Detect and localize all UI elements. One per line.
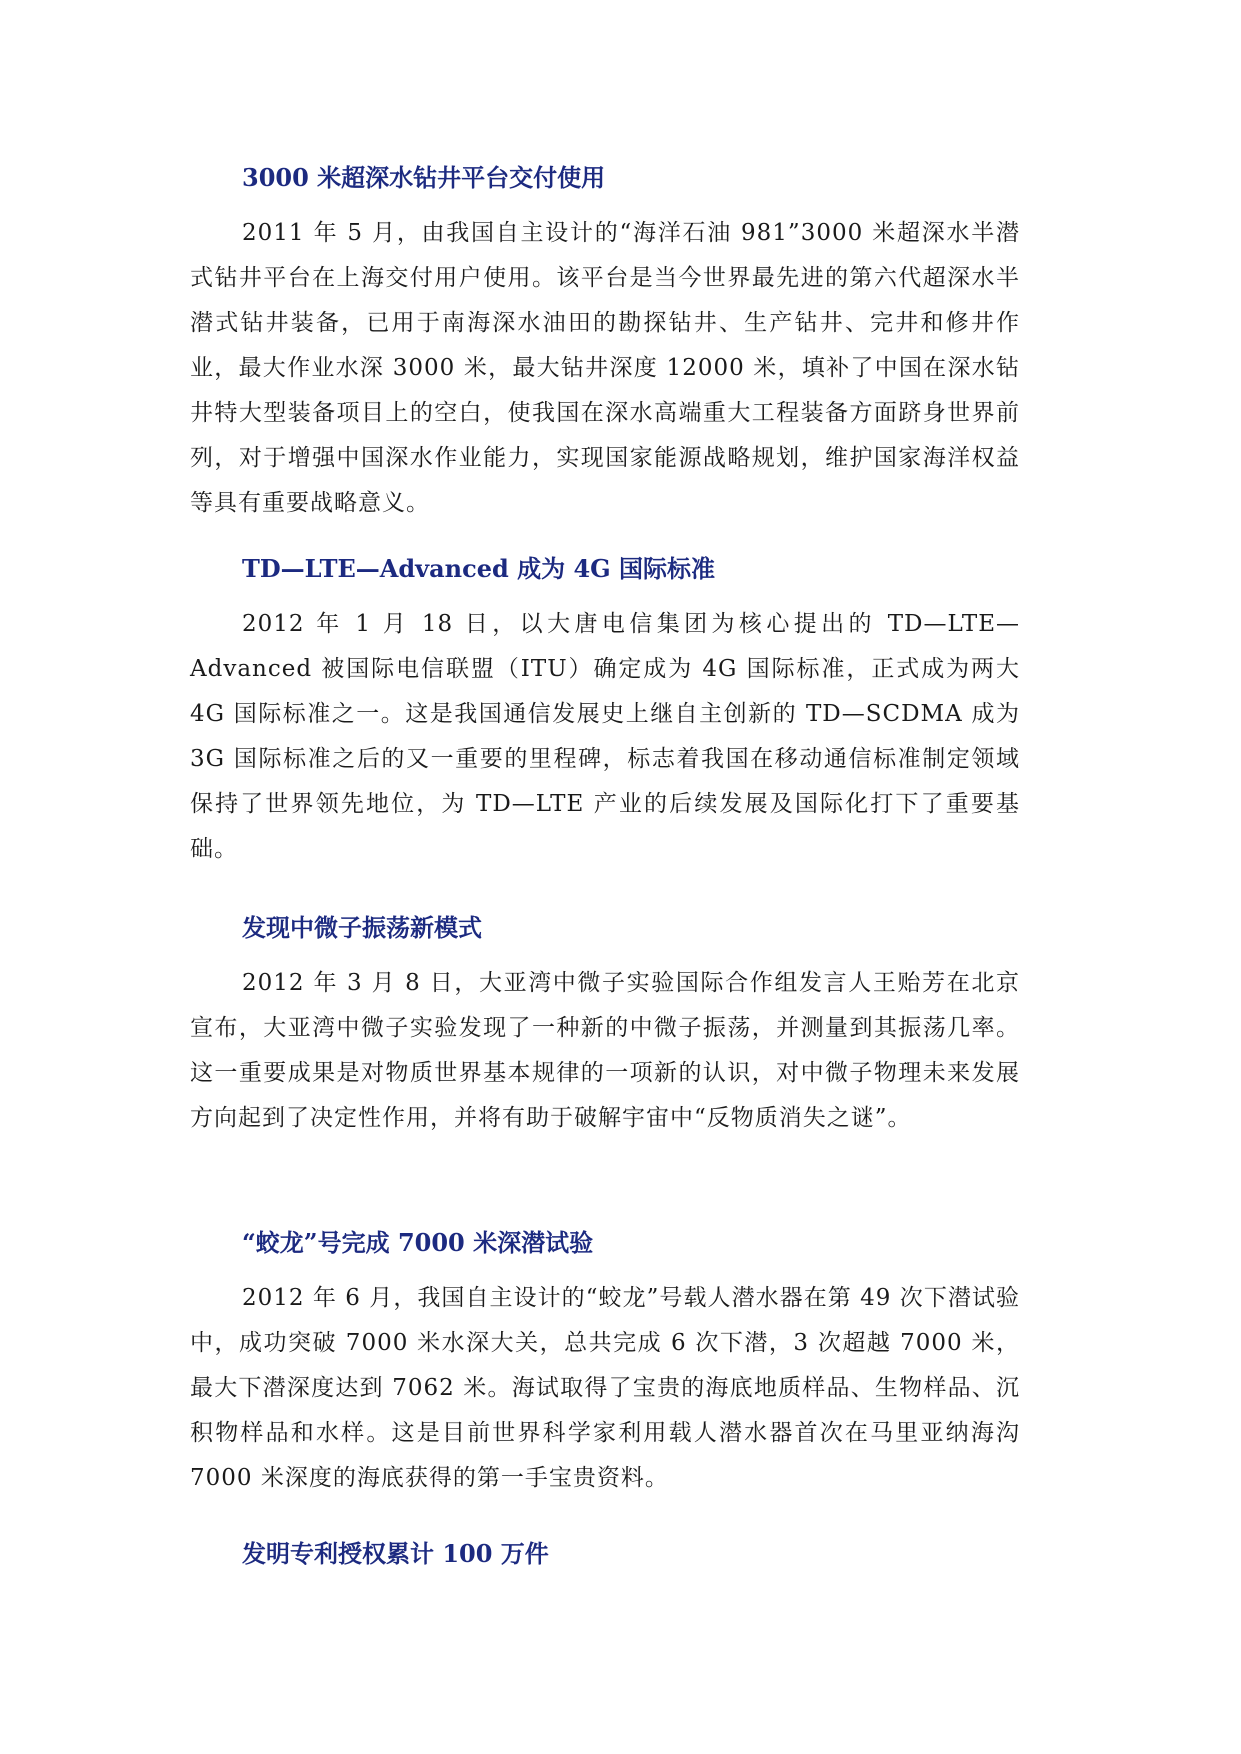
section-body: 2012 年 1 月 18 日，以大唐电信集团为核心提出的 TD—LTE—Advanced 被国际电信联盟（ITU）确定成为 4G 国际标准，正式成为两大 4G 国际标准之一。这是我国通信发展史上继自主创新的 TD—SCDMA 成为 3G 国际标准之后的又一重要的里程碑，标志着我国在移动通信标准制定领域保持了世界领先地位，为 TD—LTE 产业的后续发展及国际化打下了重要基础。 <box>190 611 1020 862</box>
section-body: 2012 年 3 月 8 日，大亚湾中微子实验国际合作组发言人王贻芳在北京宣布，大亚湾中微子实验发现了一种新的中微子振荡，并测量到其振荡几率。这一重要成果是对物质世界基本规律的一项新的认识，对中微子物理未来发展方向起到了决定性作用，并将有助于破解宇宙中“反物质消失之谜”。 <box>190 970 1020 1131</box>
section-title: 发现中微子振荡新模式 <box>242 913 482 942</box>
section-body: 2012 年 6 月，我国自主设计的“蛟龙”号载人潜水器在第 49 次下潜试验中，成功突破 7000 米水深大关，总共完成 6 次下潜，3 次超越 7000 米，最大下潜深度达到 7062 米。海试取得了宝贵的海底地质样品、生物样品、沉积物样品和水样。这是目前世界科学家利用载人潜水器首次在马里亚纳海沟 7000 米深度的海底获得的第一手宝贵资料。 <box>190 1285 1020 1491</box>
section-deepwater-rig <box>190 163 1020 526</box>
section-title: TD—LTE—Advanced 成为 4G 国际标准 <box>242 554 716 583</box>
section-jiaolong <box>190 1228 1020 1501</box>
section-patents <box>190 1539 1020 1569</box>
section-body: 2011 年 5 月，由我国自主设计的“海洋石油 981”3000 米超深水半潜式钻井平台在上海交付用户使用。该平台是当今世界最先进的第六代超深水半潜式钻井装备，已用于南海深水油田的勘探钻井、生产钻井、完井和修井作业，最大作业水深 3000 米，最大钻井深度 12000 米，填补了中国在深水钻井特大型装备项目上的空白，使我国在深水高端重大工程装备方面跻身世界前列，对于增强中国深水作业能力，实现国家能源战略规划，维护国家海洋权益等具有重要战略意义。 <box>190 220 1020 516</box>
section-title: 发明专利授权累计 100 万件 <box>242 1539 549 1568</box>
section-neutrino <box>190 913 1020 1141</box>
section-title: “蛟龙”号完成 7000 米深潜试验 <box>242 1228 594 1257</box>
section-td-lte <box>190 554 1020 872</box>
section-title: 3000 米超深水钻井平台交付使用 <box>242 163 606 192</box>
